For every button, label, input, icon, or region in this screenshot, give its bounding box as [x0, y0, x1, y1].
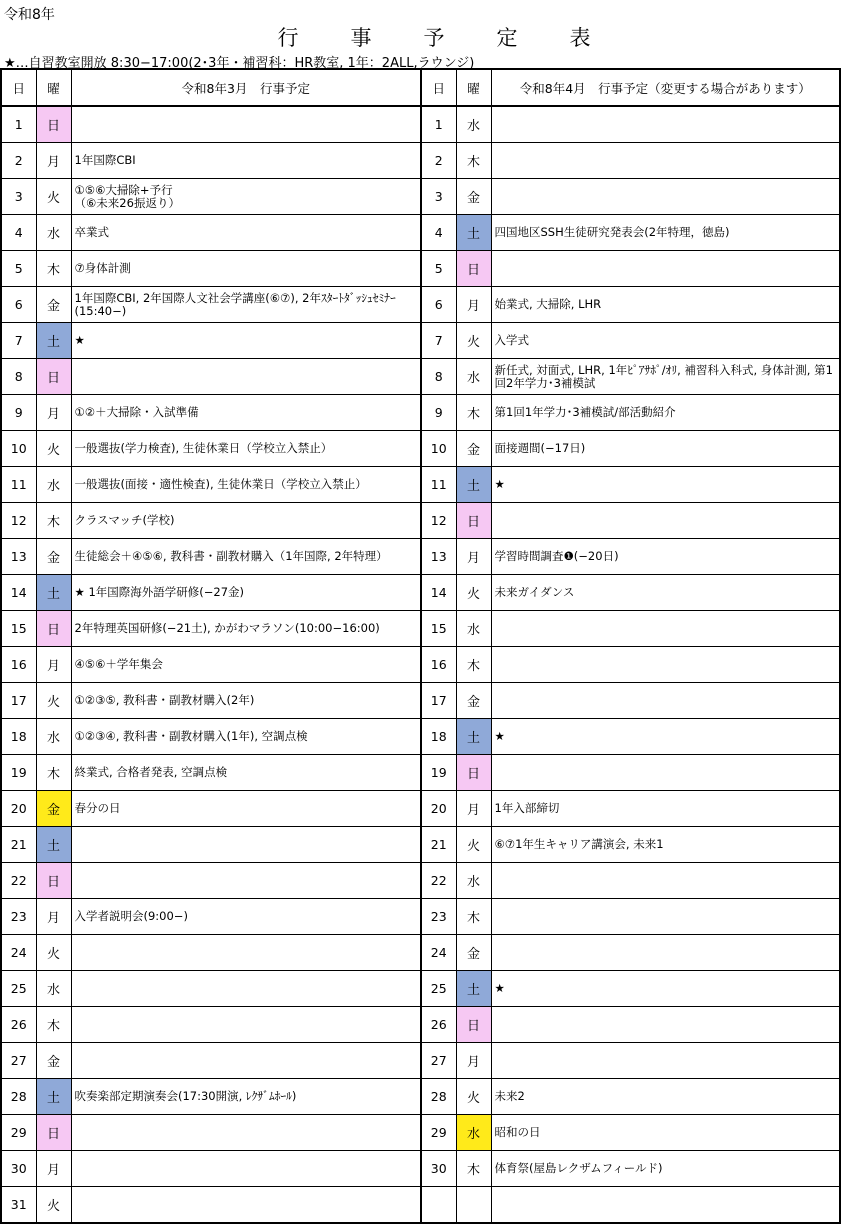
april-day-cell: 17	[421, 683, 456, 719]
april-day-cell: 19	[421, 755, 456, 791]
table-row	[1, 179, 840, 215]
march-event-cell	[71, 359, 421, 395]
march-weekday-cell: 木	[36, 251, 71, 287]
march-weekday-cell: 木	[36, 503, 71, 539]
april-event-cell: 未来2	[491, 1079, 840, 1115]
table-row	[1, 1079, 840, 1115]
april-event-cell: 未来ガイダンス	[491, 575, 840, 611]
march-event-cell: 生徒総会＋④⑤⑥, 教科書・副教材購入（1年国際, 2年特理）	[71, 539, 421, 575]
header-day-march: 日	[1, 69, 36, 106]
march-day-cell: 6	[1, 287, 36, 323]
april-event-cell	[491, 1043, 840, 1079]
march-day-cell: 9	[1, 395, 36, 431]
april-weekday-cell: 月	[456, 539, 491, 575]
april-event-cell: ★	[491, 467, 840, 503]
april-day-cell: 23	[421, 899, 456, 935]
april-weekday-cell: 木	[456, 1151, 491, 1187]
april-day-cell: 2	[421, 143, 456, 179]
april-weekday-cell: 木	[456, 395, 491, 431]
april-event-cell: 新任式, 対面式, LHR, 1年ﾋﾟｱｻﾎﾟ/ｵﾘ, 補習科入科式, 身体計測, 第1回2年学力･3補模試	[491, 359, 840, 395]
march-event-cell: ①②③⑤, 教科書・副教材購入(2年)	[71, 683, 421, 719]
april-event-cell: 第1回1年学力･3補模試/部活動紹介	[491, 395, 840, 431]
march-weekday-cell: 土	[36, 1079, 71, 1115]
march-weekday-cell: 日	[36, 863, 71, 899]
april-day-cell: 13	[421, 539, 456, 575]
april-day-cell: 6	[421, 287, 456, 323]
april-event-cell: 学習時間調査❶(−20日)	[491, 539, 840, 575]
april-day-cell: 5	[421, 251, 456, 287]
header-events-april: 令和8年4月 行事予定（変更する場合があります）	[491, 69, 840, 106]
march-weekday-cell: 木	[36, 1007, 71, 1043]
table-row	[1, 1007, 840, 1043]
march-day-cell: 5	[1, 251, 36, 287]
header-events-march: 令和8年3月 行事予定	[71, 69, 421, 106]
march-event-cell: 1年国際CBI, 2年国際人文社会学講座(⑥⑦), 2年ｽﾀｰﾄﾀﾞｯｼｭｾﾐﾅｰ(15:40−)	[71, 287, 421, 323]
march-weekday-cell: 火	[36, 431, 71, 467]
march-event-cell: 入学者説明会(9:00−)	[71, 899, 421, 935]
march-day-cell: 22	[1, 863, 36, 899]
april-weekday-cell: 日	[456, 503, 491, 539]
march-weekday-cell: 月	[36, 899, 71, 935]
march-event-cell: ⑦身体計測	[71, 251, 421, 287]
april-event-cell: 1年入部締切	[491, 791, 840, 827]
march-event-cell	[71, 1187, 421, 1224]
era-label: 令和8年	[4, 7, 55, 23]
march-day-cell: 20	[1, 791, 36, 827]
march-event-cell	[71, 971, 421, 1007]
table-row	[1, 791, 840, 827]
march-day-cell: 10	[1, 431, 36, 467]
march-weekday-cell: 金	[36, 287, 71, 323]
table-row	[1, 719, 840, 755]
march-weekday-cell: 木	[36, 755, 71, 791]
header-day-april: 日	[421, 69, 456, 106]
march-weekday-cell: 水	[36, 215, 71, 251]
march-day-cell: 25	[1, 971, 36, 1007]
march-event-cell	[71, 1007, 421, 1043]
march-day-cell: 19	[1, 755, 36, 791]
march-event-cell: 一般選抜(面接・適性検査), 生徒休業日（学校立入禁止）	[71, 467, 421, 503]
april-weekday-cell: 土	[456, 719, 491, 755]
april-weekday-cell: 土	[456, 971, 491, 1007]
table-row	[1, 755, 840, 791]
table-row	[1, 395, 840, 431]
march-weekday-cell: 日	[36, 1115, 71, 1151]
april-weekday-cell: 金	[456, 935, 491, 971]
march-day-cell: 15	[1, 611, 36, 647]
april-weekday-cell: 日	[456, 251, 491, 287]
april-weekday-cell: 火	[456, 323, 491, 359]
march-weekday-cell: 月	[36, 143, 71, 179]
april-weekday-cell: 土	[456, 215, 491, 251]
april-event-cell	[491, 899, 840, 935]
april-event-cell	[491, 503, 840, 539]
march-weekday-cell: 日	[36, 611, 71, 647]
march-day-cell: 7	[1, 323, 36, 359]
march-day-cell: 12	[1, 503, 36, 539]
april-day-cell: 11	[421, 467, 456, 503]
april-event-cell: 体育祭(屋島レクザムフィールド)	[491, 1151, 840, 1187]
march-weekday-cell: 月	[36, 647, 71, 683]
table-row	[1, 971, 840, 1007]
march-event-cell	[71, 827, 421, 863]
april-weekday-cell: 水	[456, 1115, 491, 1151]
april-weekday-cell: 土	[456, 467, 491, 503]
march-day-cell: 2	[1, 143, 36, 179]
table-row	[1, 359, 840, 395]
march-event-cell	[71, 935, 421, 971]
march-day-cell: 24	[1, 935, 36, 971]
april-day-cell: 26	[421, 1007, 456, 1043]
header-weekday-april: 曜	[456, 69, 491, 106]
april-day-cell: 12	[421, 503, 456, 539]
march-day-cell: 28	[1, 1079, 36, 1115]
table-row	[1, 431, 840, 467]
april-event-cell: 面接週間(−17日)	[491, 431, 840, 467]
march-event-cell	[71, 1043, 421, 1079]
march-event-cell: ★ 1年国際海外語学研修(−27金)	[71, 575, 421, 611]
march-event-cell: ①⑤⑥大掃除+予行 （⑥未来26振返り）	[71, 179, 421, 215]
april-weekday-cell: 月	[456, 791, 491, 827]
table-row	[1, 647, 840, 683]
march-event-cell: ④⑤⑥＋学年集会	[71, 647, 421, 683]
march-weekday-cell: 火	[36, 1187, 71, 1224]
march-weekday-cell: 日	[36, 106, 71, 143]
april-weekday-cell: 日	[456, 1007, 491, 1043]
march-weekday-cell: 日	[36, 359, 71, 395]
april-day-cell: 22	[421, 863, 456, 899]
march-weekday-cell: 土	[36, 827, 71, 863]
april-day-cell: 27	[421, 1043, 456, 1079]
april-event-cell: ★	[491, 719, 840, 755]
table-row	[1, 611, 840, 647]
table-row	[1, 467, 840, 503]
april-day-cell: 21	[421, 827, 456, 863]
april-event-cell	[491, 683, 840, 719]
table-row	[1, 1187, 840, 1224]
april-event-cell: 昭和の日	[491, 1115, 840, 1151]
march-event-cell: ①②③④, 教科書・副教材購入(1年), 空調点検	[71, 719, 421, 755]
march-day-cell: 23	[1, 899, 36, 935]
table-row	[1, 899, 840, 935]
april-day-cell: 4	[421, 215, 456, 251]
march-event-cell: 卒業式	[71, 215, 421, 251]
april-weekday-cell: 月	[456, 1043, 491, 1079]
april-weekday-cell	[456, 1187, 491, 1224]
header-row	[1, 69, 840, 106]
april-day-cell: 10	[421, 431, 456, 467]
march-day-cell: 18	[1, 719, 36, 755]
march-event-cell	[71, 1115, 421, 1151]
april-event-cell: ★	[491, 971, 840, 1007]
march-event-cell: クラスマッチ(学校)	[71, 503, 421, 539]
april-weekday-cell: 火	[456, 1079, 491, 1115]
april-event-cell	[491, 106, 840, 143]
april-weekday-cell: 水	[456, 106, 491, 143]
april-day-cell	[421, 1187, 456, 1224]
header-weekday-march: 曜	[36, 69, 71, 106]
april-day-cell: 9	[421, 395, 456, 431]
april-day-cell: 15	[421, 611, 456, 647]
april-weekday-cell: 木	[456, 647, 491, 683]
page-title: 行事予定表	[277, 26, 643, 50]
april-event-cell	[491, 1187, 840, 1224]
table-row	[1, 251, 840, 287]
march-day-cell: 30	[1, 1151, 36, 1187]
april-weekday-cell: 日	[456, 755, 491, 791]
march-event-cell: 春分の日	[71, 791, 421, 827]
march-day-cell: 17	[1, 683, 36, 719]
study-room-note: ★…自習教室開放 8:30−17:00(2･3年・補習科：HR教室, 1年：2ALL,ラウンジ)	[4, 56, 475, 71]
april-event-cell	[491, 143, 840, 179]
april-event-cell	[491, 863, 840, 899]
april-weekday-cell: 金	[456, 683, 491, 719]
april-event-cell: 入学式	[491, 323, 840, 359]
april-event-cell	[491, 1007, 840, 1043]
march-weekday-cell: 金	[36, 539, 71, 575]
march-event-cell: 終業式, 合格者発表, 空調点検	[71, 755, 421, 791]
march-weekday-cell: 金	[36, 791, 71, 827]
table-row	[1, 323, 840, 359]
march-day-cell: 16	[1, 647, 36, 683]
table-row	[1, 287, 840, 323]
april-event-cell	[491, 179, 840, 215]
march-event-cell: 2年特理英国研修(−21土), かがわマラソン(10:00−16:00)	[71, 611, 421, 647]
table-row	[1, 1043, 840, 1079]
table-row	[1, 215, 840, 251]
march-day-cell: 29	[1, 1115, 36, 1151]
march-event-cell	[71, 106, 421, 143]
april-day-cell: 24	[421, 935, 456, 971]
april-day-cell: 3	[421, 179, 456, 215]
march-day-cell: 21	[1, 827, 36, 863]
march-weekday-cell: 水	[36, 719, 71, 755]
march-day-cell: 1	[1, 106, 36, 143]
table-row	[1, 827, 840, 863]
march-day-cell: 26	[1, 1007, 36, 1043]
march-day-cell: 13	[1, 539, 36, 575]
april-day-cell: 25	[421, 971, 456, 1007]
march-event-cell: 1年国際CBI	[71, 143, 421, 179]
march-day-cell: 8	[1, 359, 36, 395]
april-day-cell: 8	[421, 359, 456, 395]
schedule-table	[0, 68, 841, 1224]
march-event-cell: 吹奏楽部定期演奏会(17:30開演, ﾚｸｻﾞﾑﾎｰﾙ)	[71, 1079, 421, 1115]
april-day-cell: 30	[421, 1151, 456, 1187]
april-weekday-cell: 水	[456, 863, 491, 899]
april-weekday-cell: 木	[456, 899, 491, 935]
march-weekday-cell: 火	[36, 179, 71, 215]
april-event-cell: ⑥⑦1年生キャリア講演会, 未来1	[491, 827, 840, 863]
march-weekday-cell: 月	[36, 1151, 71, 1187]
march-day-cell: 14	[1, 575, 36, 611]
april-weekday-cell: 木	[456, 143, 491, 179]
april-weekday-cell: 月	[456, 287, 491, 323]
april-event-cell	[491, 647, 840, 683]
april-weekday-cell: 火	[456, 827, 491, 863]
march-day-cell: 4	[1, 215, 36, 251]
april-weekday-cell: 水	[456, 611, 491, 647]
march-event-cell: 一般選抜(学力検査), 生徒休業日（学校立入禁止）	[71, 431, 421, 467]
table-row	[1, 143, 840, 179]
april-day-cell: 20	[421, 791, 456, 827]
table-row	[1, 863, 840, 899]
table-row	[1, 1115, 840, 1151]
march-weekday-cell: 土	[36, 323, 71, 359]
april-weekday-cell: 水	[456, 359, 491, 395]
april-day-cell: 16	[421, 647, 456, 683]
table-row	[1, 1151, 840, 1187]
april-day-cell: 29	[421, 1115, 456, 1151]
march-weekday-cell: 水	[36, 467, 71, 503]
march-day-cell: 3	[1, 179, 36, 215]
march-day-cell: 27	[1, 1043, 36, 1079]
table-row	[1, 503, 840, 539]
march-weekday-cell: 火	[36, 683, 71, 719]
march-event-cell	[71, 863, 421, 899]
april-day-cell: 7	[421, 323, 456, 359]
april-event-cell: 始業式, 大掃除, LHR	[491, 287, 840, 323]
april-weekday-cell: 金	[456, 179, 491, 215]
april-event-cell	[491, 611, 840, 647]
table-row	[1, 683, 840, 719]
april-day-cell: 1	[421, 106, 456, 143]
march-weekday-cell: 月	[36, 395, 71, 431]
march-event-cell: ★	[71, 323, 421, 359]
table-row	[1, 935, 840, 971]
table-row	[1, 539, 840, 575]
table-row	[1, 106, 840, 143]
march-day-cell: 11	[1, 467, 36, 503]
april-day-cell: 14	[421, 575, 456, 611]
april-weekday-cell: 金	[456, 431, 491, 467]
april-event-cell: 四国地区SSH生徒研究発表会(2年特理，徳島)	[491, 215, 840, 251]
april-event-cell	[491, 755, 840, 791]
march-weekday-cell: 火	[36, 935, 71, 971]
march-weekday-cell: 金	[36, 1043, 71, 1079]
march-weekday-cell: 土	[36, 575, 71, 611]
march-event-cell: ①②＋大掃除・入試準備	[71, 395, 421, 431]
table-row	[1, 575, 840, 611]
march-weekday-cell: 水	[36, 971, 71, 1007]
april-event-cell	[491, 251, 840, 287]
march-day-cell: 31	[1, 1187, 36, 1224]
april-event-cell	[491, 935, 840, 971]
march-event-cell	[71, 1151, 421, 1187]
april-weekday-cell: 火	[456, 575, 491, 611]
april-day-cell: 28	[421, 1079, 456, 1115]
april-day-cell: 18	[421, 719, 456, 755]
